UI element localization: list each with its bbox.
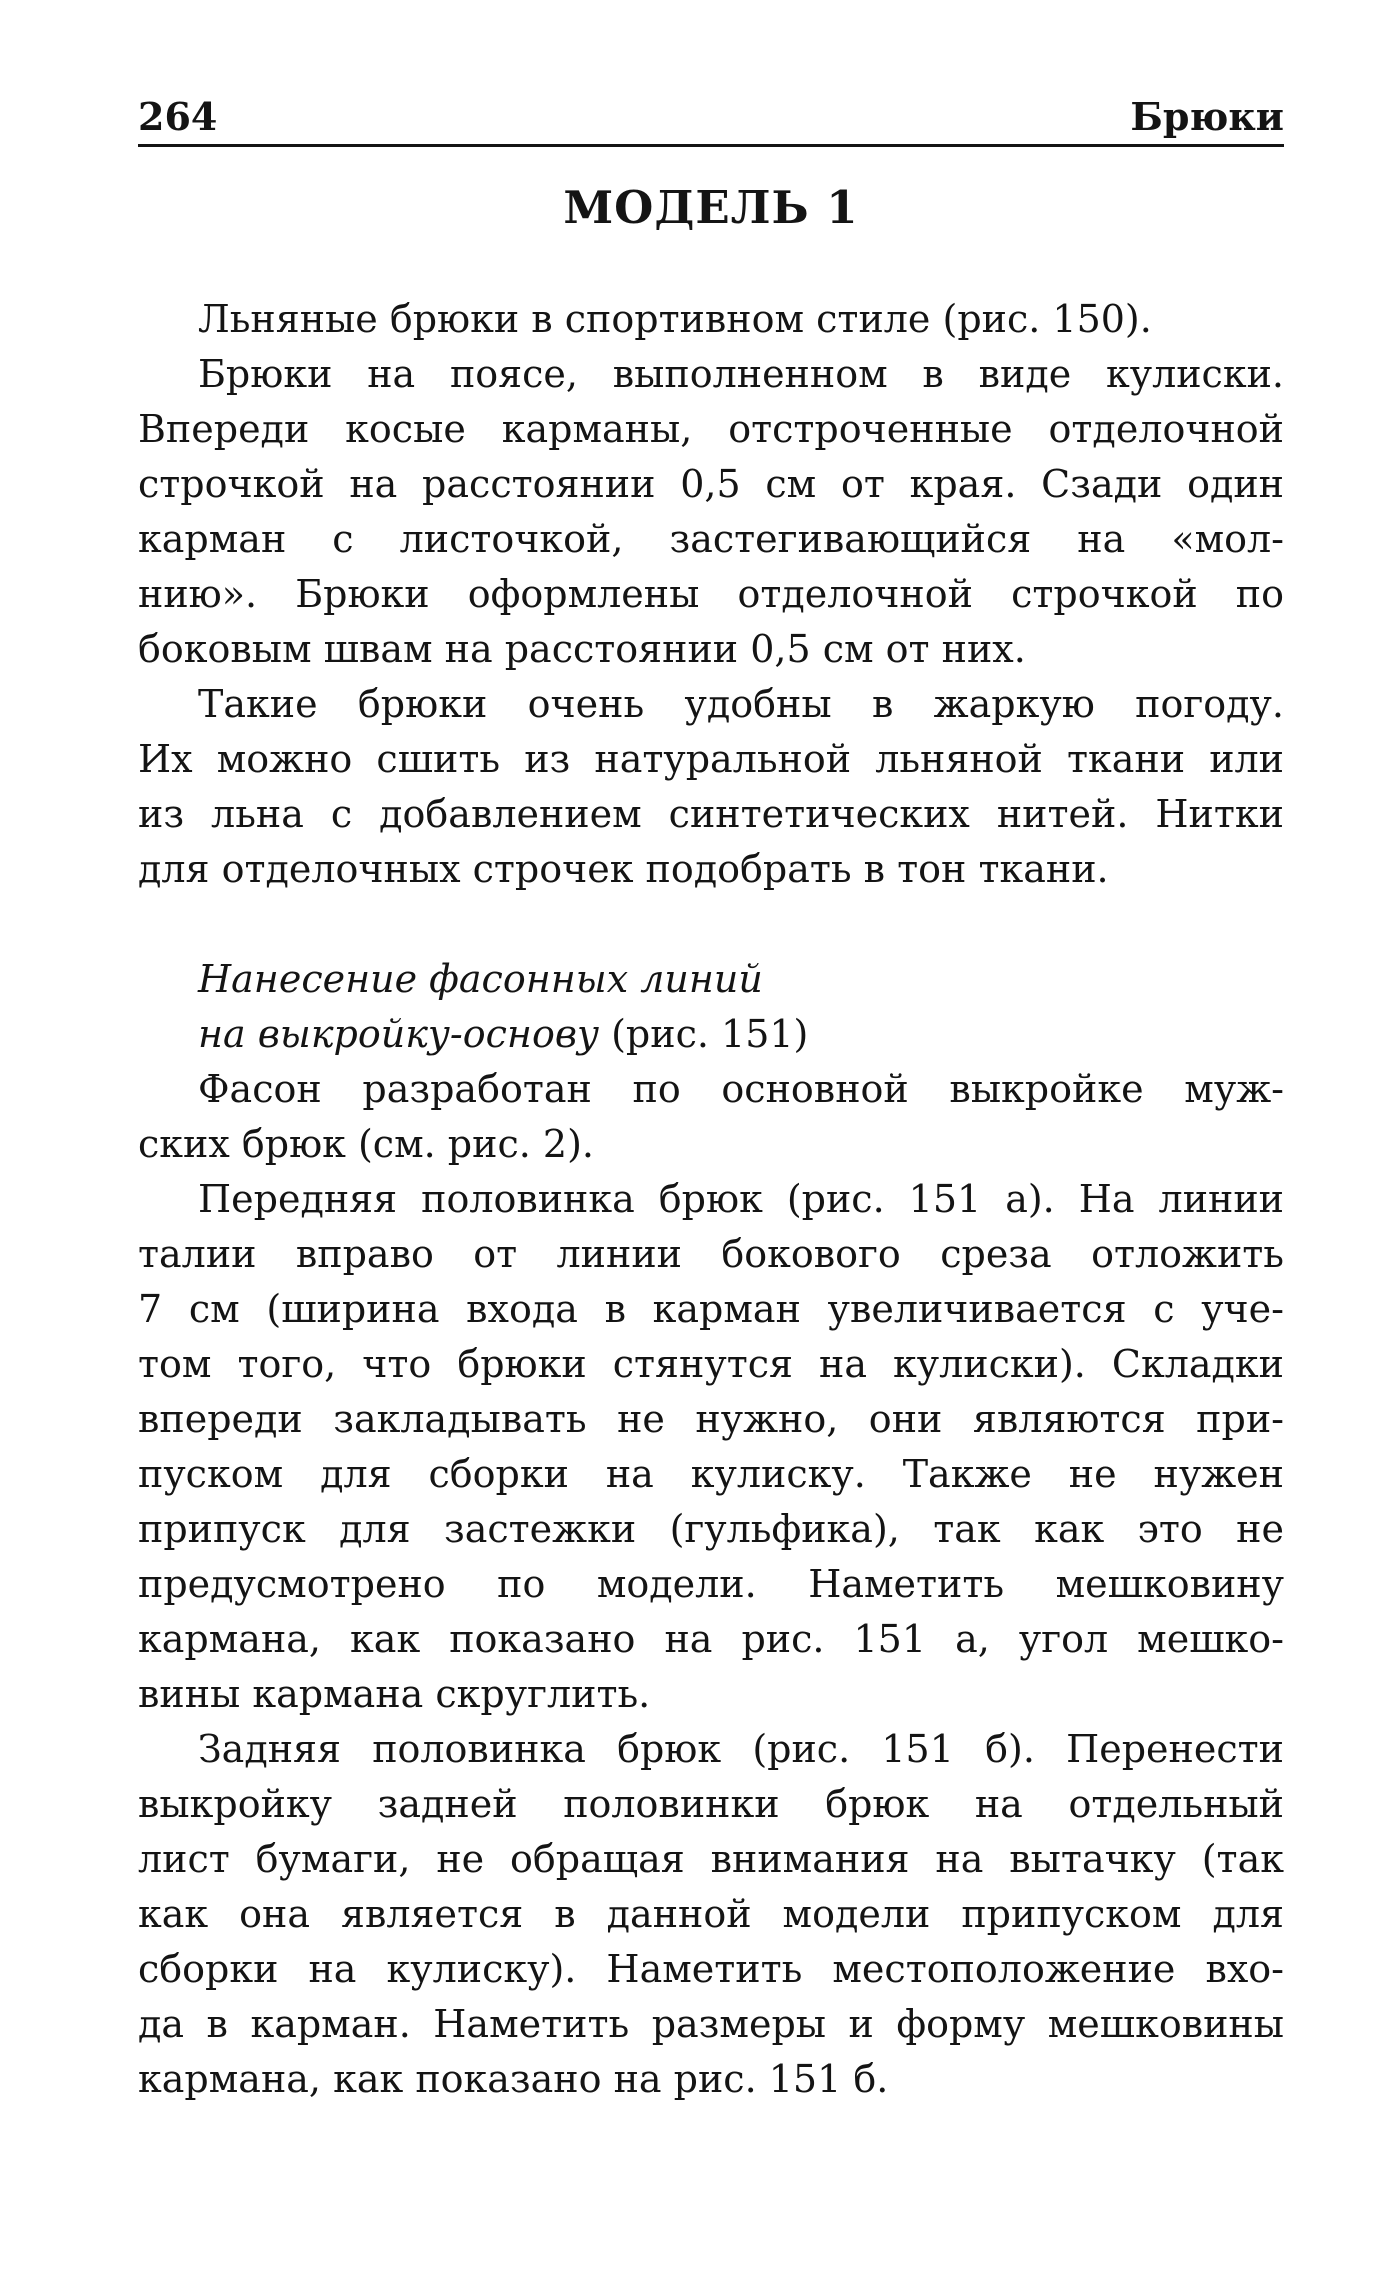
text-line: Передняя половинка брюк (рис. 151 а). На линии [198,1177,1284,1221]
text-line: Такие брюки очень удобны в жаркую погоду. [198,682,1284,726]
text-line: 7 см (ширина входа в карман увеличивается с уче- [138,1287,1284,1331]
text-line: кармана, как показано на рис. 151 а, угол мешко- [138,1617,1284,1661]
text-line: кармана, как показано на рис. 151 б. [138,2057,889,2101]
text-line: Брюки на поясе, выполненном в виде кулиски. [198,352,1284,396]
text-line: как она является в данной модели припуском для [138,1892,1284,1936]
text-line: предусмотрено по модели. Наметить мешковину [138,1562,1284,1606]
running-title: Брюки [1130,94,1284,139]
page-number: 264 [138,94,218,139]
text-line: Их можно сшить из натуральной льняной ткани или [138,737,1284,781]
text-line: боковым швам на расстоянии 0,5 см от них. [138,627,1026,671]
text-line: впереди закладывать не нужно, они являются при- [138,1397,1284,1441]
text-line: выкройку задней половинки брюк на отдельный [138,1782,1284,1826]
text-line: да в карман. Наметить размеры и форму мешковины [138,2002,1284,2046]
text-line: талии вправо от линии бокового среза отложить [138,1232,1284,1276]
text-line: Задняя половинка брюк (рис. 151 б). Перенести [198,1727,1284,1771]
subheading-line [138,1007,1284,1062]
text-line: том того, что брюки стянутся на кулиски). Складки [138,1342,1284,1386]
running-head [138,92,1284,147]
section-heading: МОДЕЛЬ 1 [563,181,859,234]
text-line: вины кармана скруглить. [138,1672,651,1716]
text-line: пуском для сборки на кулиску. Также не нужен [138,1452,1284,1496]
text-line: лист бумаги, не обращая внимания на вытачку (так [138,1837,1284,1881]
text-line: ских брюк (см. рис. 2). [138,1122,594,1166]
text-line: припуск для застежки (гульфика), так как это не [138,1507,1284,1551]
text-line: карман с листочкой, застегивающийся на «мол- [138,517,1284,561]
text-line: из льна с добавлением синтетических нитей. Нитки [138,792,1284,836]
text-line: сборки на кулиску). Наметить местоположение вхо- [138,1947,1284,1991]
text-line: нию». Брюки оформлены отделочной строчкой по [138,572,1284,616]
text-line: для отделочных строчек подобрать в тон ткани. [138,847,1109,891]
text-line: Впереди косые карманы, отстроченные отделочной [138,407,1284,451]
subheading-italic: на выкройку-основу [198,1012,600,1056]
text-line: строчкой на расстоянии 0,5 см от края. Сзади один [138,462,1284,506]
subheading-line: Нанесение фасонных линий [198,957,763,1001]
text-line: Льняные брюки в спортивном стиле (рис. 150). [198,297,1152,341]
subheading-figure-ref: (рис. 151) [599,1012,809,1056]
text-line: Фасон разработан по основной выкройке муж- [198,1067,1284,1111]
